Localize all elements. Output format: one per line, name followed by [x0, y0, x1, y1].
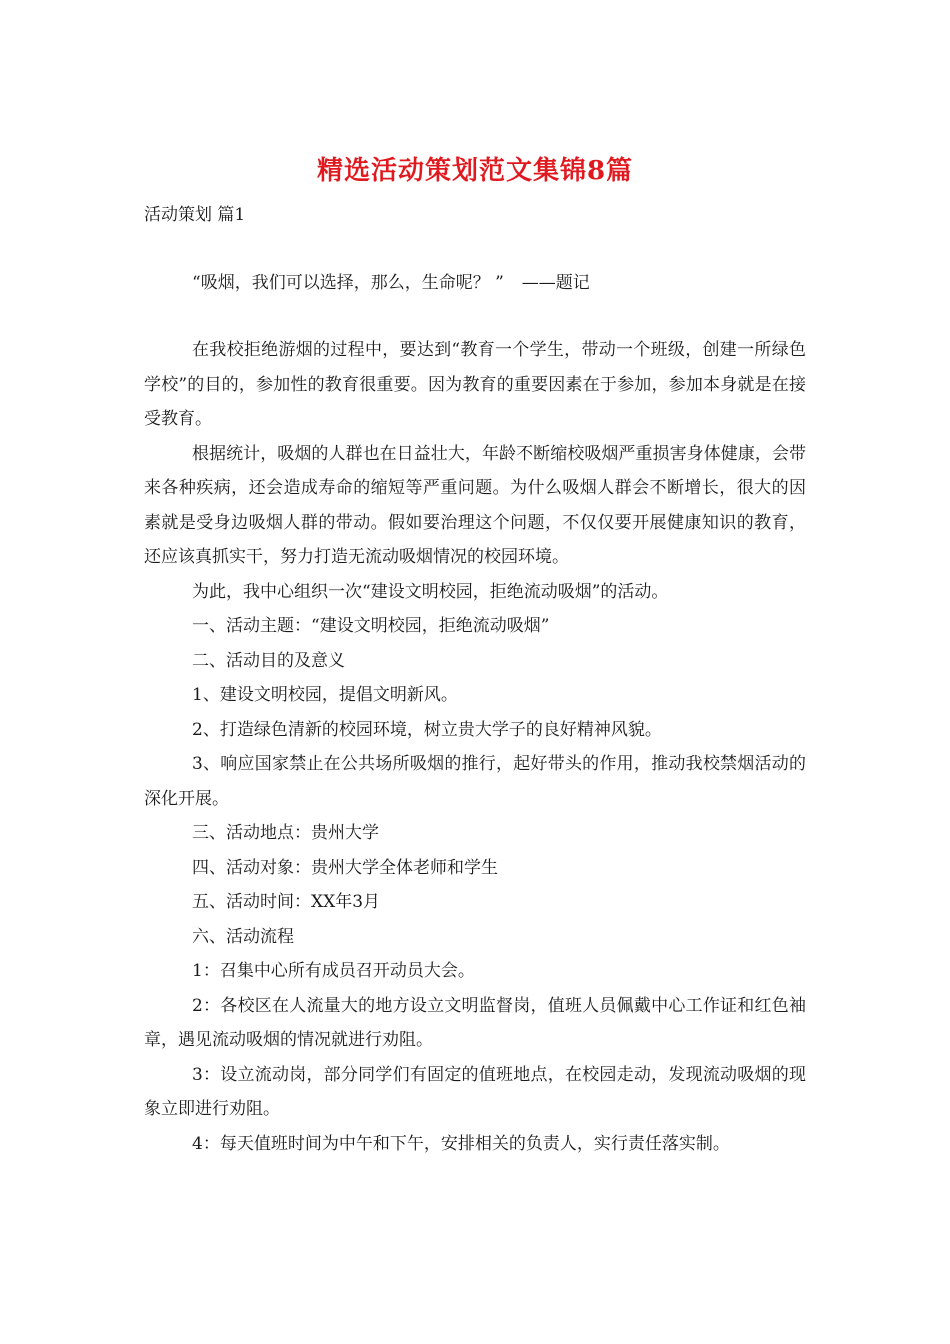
- list-item: 四、活动对象：贵州大学全体老师和学生: [192, 857, 498, 878]
- document-title: 精选活动策划范文集锦8篇: [316, 156, 634, 186]
- document-body: [144, 333, 806, 1161]
- list-item: 2：各校区在人流量大的地方设立文明监督岗，值班人员佩戴中心工作证和红色袖章，遇见流动吸烟的情况就进行劝阻。: [144, 995, 806, 1050]
- paragraph: 在我校拒绝游烟的过程中，要达到“教育一个学生，带动一个班级，创建一所绿色学校”的目的，参加性的教育很重要。因为教育的重要因素在于参加，参加本身就是在接受教育。: [144, 340, 806, 429]
- list-item: 五、活动时间：XX年3月: [192, 892, 381, 912]
- list-item: 二、活动目的及意义: [192, 650, 345, 671]
- list-item: 1：召集中心所有成员召开动员大会。: [192, 961, 475, 981]
- list-item: 2、打造绿色清新的校园环境，树立贵大学子的良好精神风貌。: [192, 719, 662, 740]
- list-item: 3、响应国家禁止在公共场所吸烟的推行，起好带头的作用，推动我校禁烟活动的深化开展。: [144, 754, 806, 809]
- section-label: 活动策划 篇1: [144, 205, 246, 225]
- list-item: 六、活动流程: [192, 926, 294, 947]
- list-item: 4：每天值班时间为中午和下午，安排相关的负责人，实行责任落实制。: [192, 1133, 730, 1154]
- list-item: 3：设立流动岗，部分同学们有固定的值班地点，在校园走动，发现流动吸烟的现象立即进行劝阻。: [144, 1064, 806, 1119]
- epigraph: [192, 268, 590, 293]
- list-item: 一、活动主题：“建设文明校园，拒绝流动吸烟”: [192, 616, 550, 636]
- paragraph: 为此，我中心组织一次“建设文明校园，拒绝流动吸烟”的活动。: [192, 581, 669, 602]
- list-item: 1、建设文明校园，提倡文明新风。: [192, 685, 458, 705]
- epigraph-attribution: ——题记: [521, 273, 590, 293]
- paragraph: 根据统计，吸烟的人群也在日益壮大，年龄不断缩校吸烟严重损害身体健康，会带来各种疾病，还会造成寿命的缩短等严重问题。为什么吸烟人群会不断增长，很大的因素就是受身边吸烟人群的带动。假如要治理这个问题，不仅仅要开展健康知识的教育，还应该真抓实干，努力打造无流动吸烟情况的校园环境。: [144, 443, 806, 567]
- list-item: 三、活动地点：贵州大学: [192, 823, 379, 843]
- epigraph-quote: “吸烟，我们可以选择，那么，生命呢？ ”: [192, 273, 504, 293]
